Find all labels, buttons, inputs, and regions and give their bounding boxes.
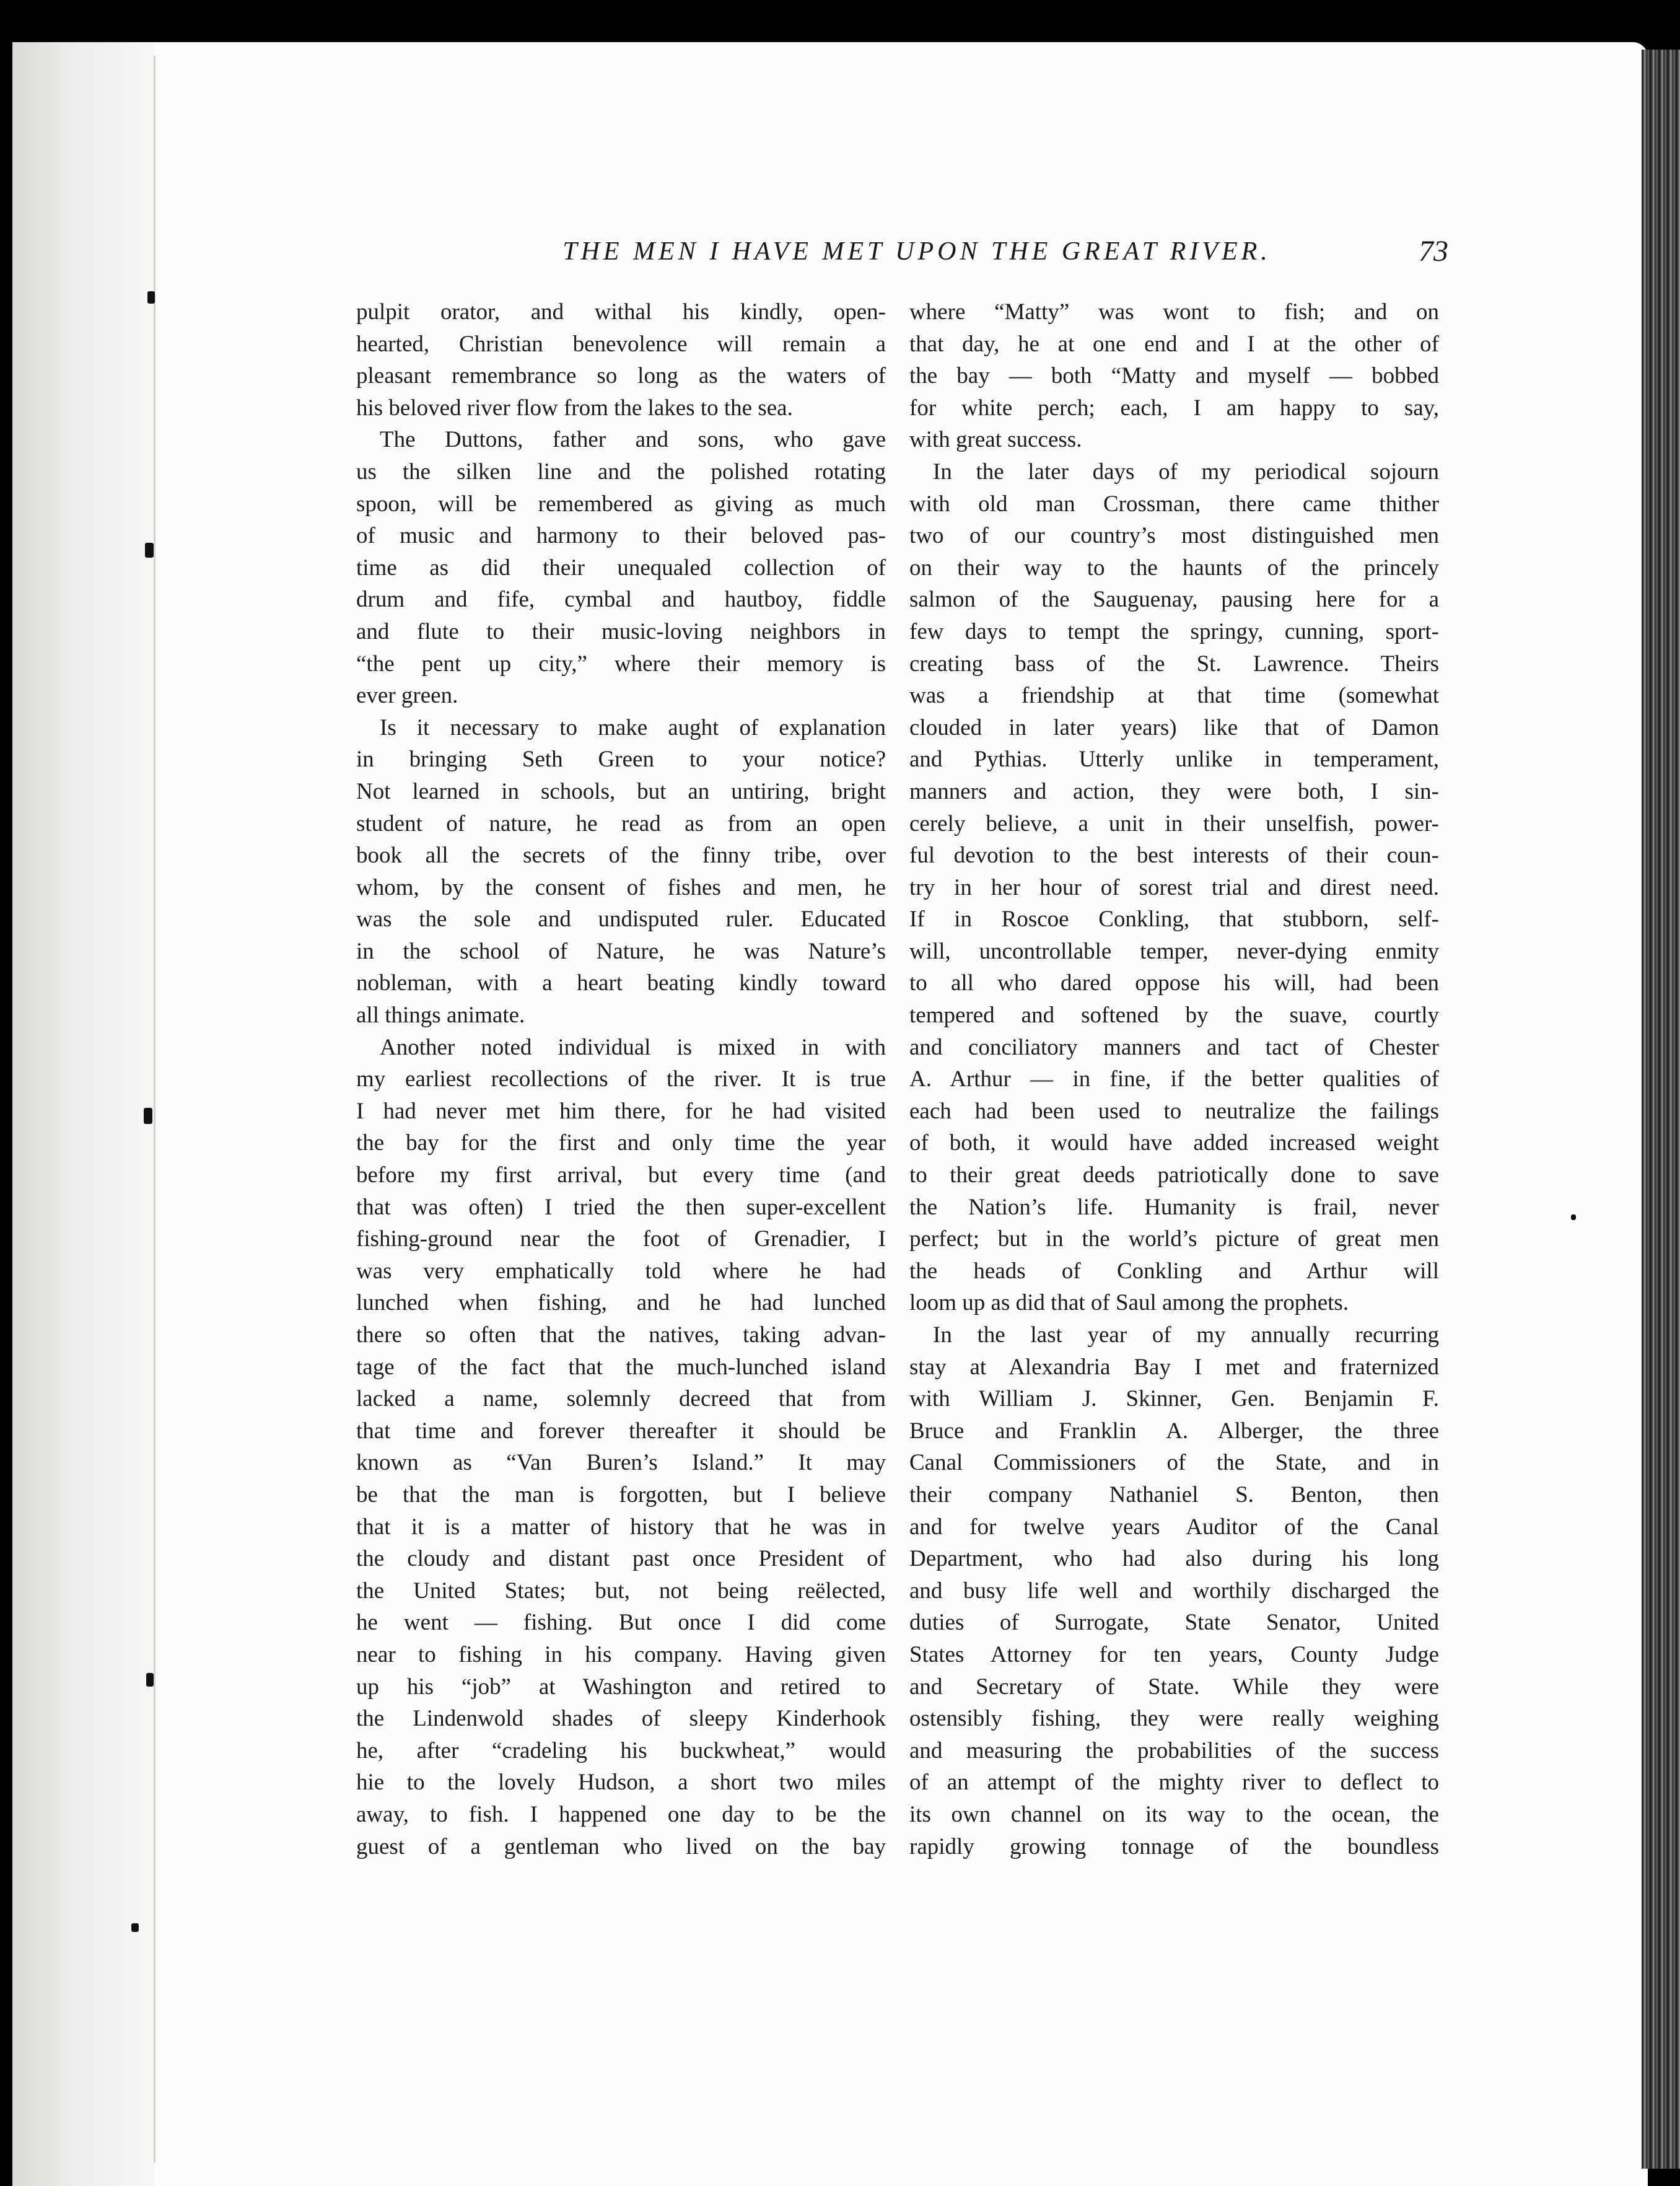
- text-line: States Attorney for ten years, County Judge: [909, 1641, 1439, 1667]
- text-line: the United States; but, not being reëlected,: [356, 1578, 886, 1604]
- text-line: tempered and softened by the suave, courtly: [909, 1003, 1439, 1029]
- gutter-line: [154, 56, 155, 2162]
- text-line: in bringing Seth Green to your notice?: [356, 747, 886, 773]
- text-line: and for twelve years Auditor of the Canal: [909, 1514, 1439, 1540]
- text-line: I had never met him there, for he had visited: [356, 1098, 886, 1124]
- text-line: Is it necessary to make aught of explanation: [380, 714, 886, 740]
- text-line: will, uncontrollable temper, never-dying enmity: [909, 938, 1439, 964]
- text-line: the bay — both “Matty and myself — bobbed: [909, 363, 1439, 389]
- text-line: In the last year of my annually recurring: [933, 1322, 1439, 1348]
- text-line: and measuring the probabilities of the success: [909, 1737, 1439, 1763]
- text-line: for white perch; each, I am happy to say,: [909, 395, 1439, 421]
- text-line: and flute to their music-loving neighbors in: [356, 618, 886, 644]
- text-line: the heads of Conkling and Arthur will: [909, 1258, 1439, 1284]
- text-line: Canal Commissioners of the State, and in: [909, 1450, 1439, 1476]
- text-line: cerely believe, a unit in their unselfish, power-: [909, 810, 1439, 836]
- text-line: Not learned in schools, but an untiring, bright: [356, 778, 886, 804]
- text-line: of both, it would have added increased weight: [909, 1130, 1439, 1156]
- right-text-column: [909, 296, 1439, 1863]
- text-line: was the sole and undisputed ruler. Educated: [356, 906, 886, 933]
- page-number: 73: [1419, 235, 1448, 268]
- text-line: nobleman, with a heart beating kindly toward: [356, 970, 886, 996]
- binding-hole-mark: [144, 1108, 152, 1124]
- text-line: and busy life well and worthily discharged the: [909, 1578, 1439, 1604]
- text-line: be that the man is forgotten, but I believe: [356, 1481, 886, 1508]
- text-line: and Secretary of State. While they were: [909, 1674, 1439, 1700]
- text-line: on their way to the haunts of the princely: [909, 555, 1439, 581]
- text-line: loom up as did that of Saul among the prophets.: [909, 1290, 1349, 1316]
- text-line: that day, he at one end and I at the other of: [909, 331, 1439, 357]
- text-line: manners and action, they were both, I sin-: [909, 778, 1439, 804]
- text-line: and conciliatory manners and tact of Chester: [909, 1034, 1439, 1060]
- text-line: book all the secrets of the finny tribe, over: [356, 843, 886, 869]
- text-line: duties of Surrogate, State Senator, United: [909, 1610, 1439, 1636]
- text-line: before my first arrival, but every time (and: [356, 1162, 886, 1188]
- text-line: that it is a matter of history that he was in: [356, 1514, 886, 1540]
- text-line: and Pythias. Utterly unlike in temperament,: [909, 747, 1439, 773]
- text-line: up his “job” at Washington and retired to: [356, 1674, 886, 1700]
- text-line: spoon, will be remembered as giving as much: [356, 491, 886, 517]
- text-line: was a friendship at that time (somewhat: [909, 683, 1439, 709]
- text-line: try in her hour of sorest trial and direst need.: [909, 874, 1439, 900]
- text-line: the cloudy and distant past once President of: [356, 1546, 886, 1572]
- facing-page-edge: [12, 42, 155, 2186]
- text-line: all things animate.: [356, 1003, 525, 1029]
- binding-hole-mark: [131, 1923, 139, 1932]
- text-line: The Duttons, father and sons, who gave: [380, 427, 886, 453]
- text-line: of music and harmony to their beloved pas-: [356, 523, 886, 549]
- text-line: their company Nathaniel S. Benton, then: [909, 1481, 1439, 1508]
- text-line: in the school of Nature, he was Nature’s: [356, 938, 886, 964]
- text-line: creating bass of the St. Lawrence. Theirs: [909, 651, 1439, 677]
- text-line: drum and fife, cymbal and hautboy, fiddle: [356, 587, 886, 613]
- text-line: “the pent up city,” where their memory is: [356, 651, 886, 677]
- text-line: lunched when fishing, and he had lunched: [356, 1290, 886, 1316]
- text-line: perfect; but in the world’s picture of great men: [909, 1226, 1439, 1252]
- text-line: fishing-ground near the foot of Grenadier, I: [356, 1226, 886, 1252]
- running-head: THE MEN I HAVE MET UPON THE GREAT RIVER.: [562, 237, 1271, 266]
- text-line: Another noted individual is mixed in with: [380, 1034, 886, 1060]
- text-line: that time and forever thereafter it should be: [356, 1418, 886, 1444]
- text-line: whom, by the consent of fishes and men, he: [356, 874, 886, 900]
- text-line: its own channel on its way to the ocean, the: [909, 1801, 1439, 1827]
- text-line: A. Arthur — in fine, if the better qualities of: [909, 1066, 1439, 1092]
- text-line: pleasant remembrance so long as the waters of: [356, 363, 886, 389]
- text-line: time as did their unequaled collection of: [356, 555, 886, 581]
- text-line: the bay for the first and only time the year: [356, 1130, 886, 1156]
- text-line: there so often that the natives, taking advan-: [356, 1322, 886, 1348]
- text-line: his beloved river flow from the lakes to the sea.: [356, 395, 793, 421]
- text-line: us the silken line and the polished rotating: [356, 459, 886, 485]
- text-line: Bruce and Franklin A. Alberger, the three: [909, 1418, 1439, 1444]
- text-line: of an attempt of the mighty river to deflect to: [909, 1770, 1439, 1796]
- text-line: with old man Crossman, there came thither: [909, 491, 1439, 517]
- text-line: student of nature, he read as from an open: [356, 810, 886, 836]
- text-line: to all who dared oppose his will, had been: [909, 970, 1439, 996]
- page-stack-edge: [1642, 50, 1680, 2169]
- text-line: near to fishing in his company. Having given: [356, 1641, 886, 1667]
- text-line: tage of the fact that the much-lunched island: [356, 1354, 886, 1380]
- text-line: the Lindenwold shades of sleepy Kinderhook: [356, 1706, 886, 1732]
- text-line: known as “Van Buren’s Island.” It may: [356, 1450, 886, 1476]
- text-line: few days to tempt the springy, cunning, sport-: [909, 618, 1439, 644]
- text-line: hearted, Christian benevolence will remain a: [356, 331, 886, 357]
- text-line: that was often) I tried the then super-excellent: [356, 1194, 886, 1220]
- binding-hole-mark: [145, 543, 154, 558]
- text-line: ever green.: [356, 683, 458, 709]
- text-line: with great success.: [909, 427, 1082, 453]
- binding-hole-mark: [146, 1673, 154, 1687]
- text-line: the Nation’s life. Humanity is frail, never: [909, 1194, 1439, 1220]
- text-line: he, after “cradeling his buckwheat,” would: [356, 1737, 886, 1763]
- left-text-column: [356, 296, 886, 1863]
- text-line: was very emphatically told where he had: [356, 1258, 886, 1284]
- text-line: lacked a name, solemnly decreed that from: [356, 1386, 886, 1412]
- stray-mark: [1571, 1214, 1576, 1220]
- text-line: guest of a gentleman who lived on the bay: [356, 1833, 886, 1859]
- text-line: away, to fish. I happened one day to be the: [356, 1801, 886, 1827]
- text-line: hie to the lovely Hudson, a short two miles: [356, 1770, 886, 1796]
- text-line: ostensibly fishing, they were really weighing: [909, 1706, 1439, 1732]
- text-line: clouded in later years) like that of Damon: [909, 714, 1439, 740]
- text-line: ful devotion to the best interests of their coun-: [909, 843, 1439, 869]
- text-line: each had been used to neutralize the failings: [909, 1098, 1439, 1124]
- text-line: two of our country’s most distinguished men: [909, 523, 1439, 549]
- text-line: rapidly growing tonnage of the boundless: [909, 1833, 1439, 1859]
- text-line: Department, who had also during his long: [909, 1546, 1439, 1572]
- text-line: If in Roscoe Conkling, that stubborn, self-: [909, 906, 1439, 933]
- text-line: my earliest recollections of the river. It is true: [356, 1066, 886, 1092]
- text-line: to their great deeds patriotically done to save: [909, 1162, 1439, 1188]
- text-line: pulpit orator, and withal his kindly, open-: [356, 299, 886, 325]
- text-line: stay at Alexandria Bay I met and fraternized: [909, 1354, 1439, 1380]
- text-line: where “Matty” was wont to fish; and on: [909, 299, 1439, 325]
- binding-hole-mark: [147, 291, 155, 304]
- text-line: In the later days of my periodical sojourn: [933, 459, 1439, 485]
- text-line: with William J. Skinner, Gen. Benjamin F.: [909, 1386, 1439, 1412]
- text-line: he went — fishing. But once I did come: [356, 1610, 886, 1636]
- text-line: salmon of the Sauguenay, pausing here for a: [909, 587, 1439, 613]
